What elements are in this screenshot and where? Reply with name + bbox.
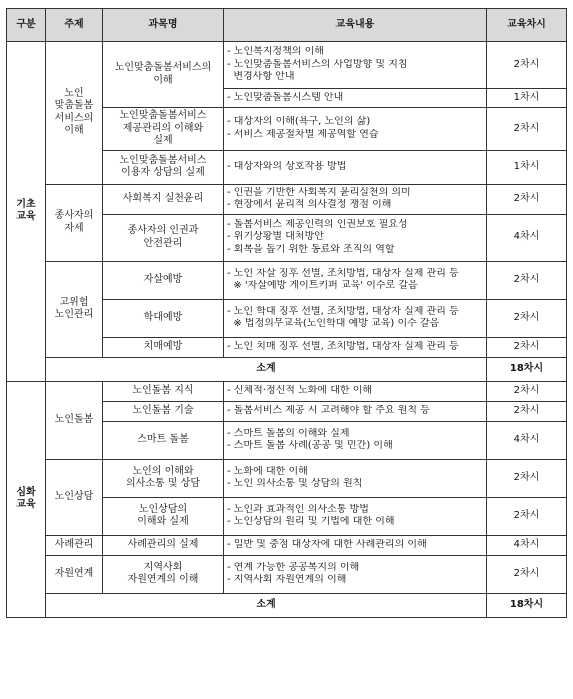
content-line: - 돌봄서비스 제공인력의 인권보호 필요성 — [227, 218, 408, 230]
content-line: 변경사항 안내 — [227, 71, 295, 83]
content-cell — [224, 337, 487, 357]
theme-cell: 사례관리 — [46, 535, 103, 555]
sessions-cell: 2차시 — [487, 381, 567, 401]
table-row — [7, 381, 567, 401]
curriculum-table — [6, 8, 567, 618]
subject-cell: 노인돌봄 기술 — [103, 401, 224, 421]
content-cell — [224, 184, 487, 214]
content-cell — [224, 42, 487, 89]
content-cell — [224, 261, 487, 299]
content-line: - 노화에 대한 이해 — [227, 465, 308, 477]
table-row — [7, 459, 567, 497]
subject-cell: 종사자의 인권과 안전관리 — [103, 214, 224, 261]
subtotal-row — [7, 357, 567, 381]
basic-category-cell: 기초 교육 — [7, 42, 46, 382]
table-row — [7, 261, 567, 299]
content-cell — [224, 150, 487, 184]
content-line: - 노인 자살 징후 선별, 조치방법, 대상자 실제 관리 등 — [227, 267, 459, 279]
advanced-category-cell: 심화 교육 — [7, 381, 46, 617]
sessions-cell: 4차시 — [487, 535, 567, 555]
content-line: - 스마트 돌봄 사례(공공 및 민간) 이해 — [227, 440, 393, 451]
sessions-cell: 2차시 — [487, 555, 567, 593]
header-theme: 주제 — [46, 9, 103, 42]
sessions-cell: 2차시 — [487, 497, 567, 535]
content-cell — [224, 535, 487, 555]
header-subject: 과목명 — [103, 9, 224, 42]
subject-cell: 스마트 돌봄 — [103, 421, 224, 459]
subtotal-value: 18차시 — [487, 357, 567, 381]
subject-cell: 학대예방 — [103, 299, 224, 337]
content-line: ※ '자살예방 게이트키퍼 교육' 이수로 갈음 — [227, 280, 418, 291]
sessions-cell: 2차시 — [487, 459, 567, 497]
content-line: - 노인맞춤돌봄시스템 안내 — [227, 91, 344, 103]
subject-cell: 사회복지 실천윤리 — [103, 184, 224, 214]
sessions-cell: 1차시 — [487, 150, 567, 184]
content-line: - 돌봄서비스 제공 시 고려해야 할 주요 원칙 등 — [227, 404, 430, 416]
theme-cell: 종사자의 자세 — [46, 184, 103, 261]
subtotal-row — [7, 593, 567, 617]
sessions-cell: 2차시 — [487, 108, 567, 151]
theme-cell: 노인돌봄 — [46, 381, 103, 459]
content-line: - 노인 학대 징후 선별, 조치방법, 대상자 실제 관리 등 — [227, 305, 459, 317]
table-row — [7, 535, 567, 555]
sessions-cell: 2차시 — [487, 299, 567, 337]
subtotal-label: 소계 — [46, 357, 487, 381]
subject-cell: 자살예방 — [103, 261, 224, 299]
content-line: - 노인맞춤돌봄서비스의 사업방향 및 지침 — [227, 58, 408, 70]
sessions-cell: 4차시 — [487, 214, 567, 261]
sessions-cell: 1차시 — [487, 89, 567, 108]
content-line: - 노인상담의 원리 및 기법에 대한 이해 — [227, 516, 395, 527]
content-line: - 스마트 돌봄의 이해와 실제 — [227, 427, 350, 439]
subtotal-label: 소계 — [46, 593, 487, 617]
content-line: ※ 법정의무교육(노인학대 예방 교육) 이수 갈음 — [227, 318, 440, 329]
content-cell — [224, 89, 487, 108]
sessions-cell: 2차시 — [487, 401, 567, 421]
header-content: 교육내용 — [224, 9, 487, 42]
content-line: - 서비스 제공절차별 제공역할 연습 — [227, 128, 379, 140]
content-line: - 대상자의 이해(욕구, 노인의 삶) — [227, 116, 371, 128]
theme-cell: 노인 맞춤돌봄 서비스의 이해 — [46, 42, 103, 185]
content-line: - 지역사회 자원연계의 이해 — [227, 574, 347, 585]
table-row — [7, 555, 567, 593]
subject-cell: 치매예방 — [103, 337, 224, 357]
content-line: - 노인복지정책의 이해 — [227, 46, 324, 58]
content-line: - 대상자와의 상호작용 방법 — [227, 160, 347, 172]
subject-cell: 노인맞춤돌봄서비스의 이해 — [103, 42, 224, 108]
content-line: - 노인 치매 징후 선별, 조치방법, 대상자 실제 관리 등 — [227, 340, 459, 352]
content-line: - 일반 및 중점 대상자에 대한 사례관리의 이해 — [227, 538, 427, 550]
content-line: - 위기상황별 대처방안 — [227, 231, 324, 243]
content-line: - 회복을 돕기 위한 동료와 조직의 역할 — [227, 243, 395, 255]
sessions-cell: 2차시 — [487, 261, 567, 299]
content-line: - 신체적·정신적 노화에 대한 이해 — [227, 384, 373, 396]
content-line: - 연계 가능한 공공복지의 이해 — [227, 561, 360, 573]
sessions-cell: 2차시 — [487, 184, 567, 214]
subject-cell: 지역사회 자원연계의 이해 — [103, 555, 224, 593]
header-sessions: 교육차시 — [487, 9, 567, 42]
content-cell — [224, 381, 487, 401]
content-cell — [224, 459, 487, 497]
theme-cell: 자원연계 — [46, 555, 103, 593]
subject-cell: 노인맞춤돌봄서비스 이용자 상담의 실제 — [103, 150, 224, 184]
subject-cell: 사례관리의 실제 — [103, 535, 224, 555]
subject-cell: 노인상담의 이해와 실제 — [103, 497, 224, 535]
subject-cell: 노인돌봄 지식 — [103, 381, 224, 401]
sessions-cell: 4차시 — [487, 421, 567, 459]
header-row — [7, 9, 567, 42]
table-row — [7, 184, 567, 214]
content-line: - 인권을 기반한 사회복지 윤리실천의 의미 — [227, 186, 411, 198]
content-cell — [224, 108, 487, 151]
content-cell — [224, 497, 487, 535]
sessions-cell: 2차시 — [487, 42, 567, 89]
content-cell — [224, 214, 487, 261]
content-cell — [224, 401, 487, 421]
theme-cell: 고위험 노인관리 — [46, 261, 103, 357]
table-row — [7, 42, 567, 89]
content-line: - 노인과 효과적인 의사소통 방법 — [227, 503, 369, 515]
content-cell — [224, 421, 487, 459]
content-line: - 현장에서 윤리적 의사결정 쟁점 이해 — [227, 199, 392, 210]
subject-cell: 노인의 이해와 의사소통 및 상담 — [103, 459, 224, 497]
content-cell — [224, 555, 487, 593]
theme-cell: 노인상담 — [46, 459, 103, 535]
content-cell — [224, 299, 487, 337]
sessions-cell: 2차시 — [487, 337, 567, 357]
subtotal-value: 18차시 — [487, 593, 567, 617]
header-category: 구분 — [7, 9, 46, 42]
content-line: - 노인 의사소통 및 상담의 원칙 — [227, 478, 363, 489]
subject-cell: 노인맞춤돌봄서비스 제공관리의 이해와 실제 — [103, 108, 224, 151]
